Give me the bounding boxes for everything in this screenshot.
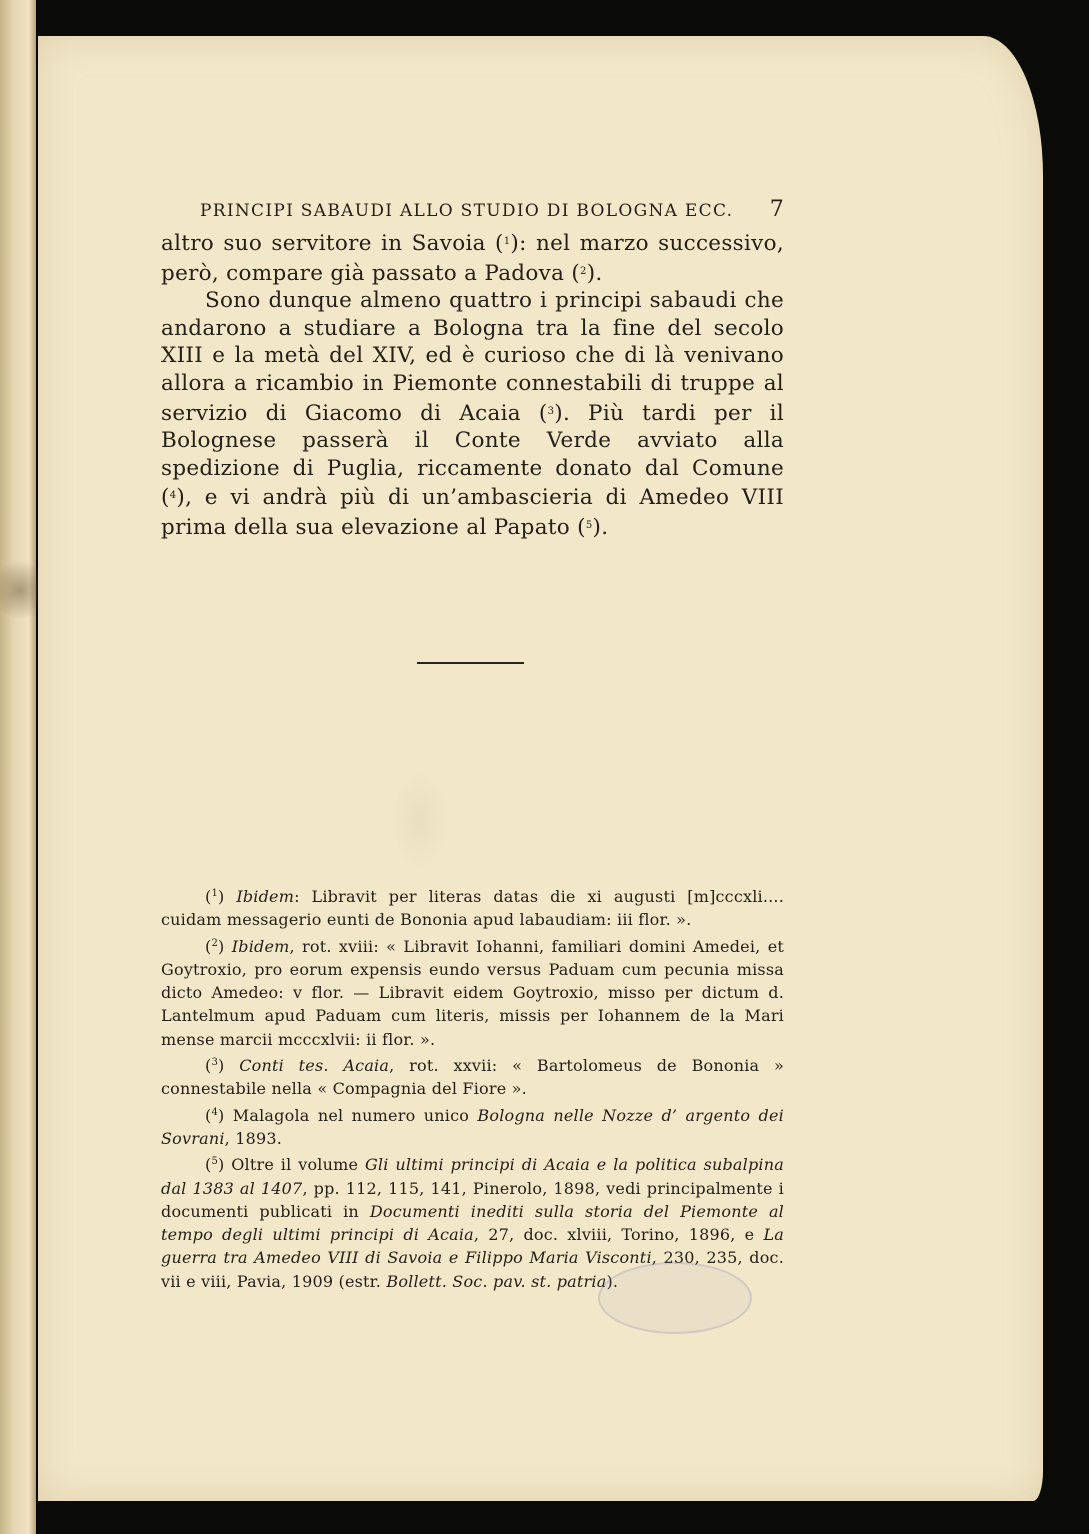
text-run: ) bbox=[218, 936, 232, 956]
text-run: , 230, 235, doc. vii e viii, Pavia, 1909 (estr. bbox=[161, 1248, 785, 1291]
italic-text: La guerra tra Amedeo VIII di Savoia e Filippo Maria Visconti bbox=[161, 1225, 785, 1268]
footnote-ref: 3 bbox=[547, 405, 555, 417]
text-run: ) Malagola nel numero unico bbox=[218, 1105, 478, 1125]
text-run: Sono dunque almeno quattro i principi sabaudi che andarono a studiare a Bologna tra la fine del secolo XIII e la metà del XIV, ed è curioso che di là venivano allora a ricambio in Piemonte connestabili di truppe al servizio di Giacomo di Acaia ( bbox=[161, 288, 784, 426]
running-header bbox=[200, 197, 785, 227]
footnote bbox=[161, 932, 784, 1051]
paragraph bbox=[161, 228, 784, 287]
paragraph bbox=[161, 287, 784, 541]
footnote-ref: 2 bbox=[211, 937, 219, 949]
text-run: ) Oltre il volume bbox=[218, 1155, 365, 1175]
italic-text: Documenti inediti sulla storia del Piemonte al tempo degli ultimi principi di Acaia bbox=[161, 1201, 784, 1245]
text-run: , rot. xviii: « Libravit Iohanni, familiari domini Amedei, et Goytroxio, pro eorum expensis eundo versus Paduam cum pecunia missa dicto Amedeo: v flor. — Libravit eidem Goytroxio, misso per dictum d. Lantelmum apud Paduam cum literis, missis per Iohannem de la Mari mense marcii mcccxlvii: ii flor. ». bbox=[161, 936, 785, 1049]
footnotes bbox=[161, 882, 784, 1293]
library-stamp bbox=[598, 1262, 752, 1334]
italic-text: Bologna nelle Nozze d’ argento dei Sovrani bbox=[161, 1105, 784, 1148]
text-run: : Libravit per literas datas die xi augusti [m]cccxli.... cuidam messagerio eunti de Bononia apud labaudiam: iii flor. ». bbox=[161, 887, 784, 930]
footnote-ref: 1 bbox=[211, 888, 219, 899]
footnote-ref: 4 bbox=[211, 1106, 219, 1118]
footnote-separator bbox=[417, 662, 524, 664]
text-run: ). Più tardi per il Bolognese passerà il Conte Verde avviato alla spedizione di Puglia, riccamente donato dal Comune ( bbox=[161, 400, 784, 511]
text-run: ( bbox=[205, 936, 212, 956]
footnote bbox=[161, 1101, 784, 1151]
text-run: , pp. 112, 115, 141, Pinerolo, 1898, vedi principalmente i documenti publicati in bbox=[161, 1178, 784, 1221]
italic-text: Conti tes. Acaia bbox=[239, 1056, 390, 1076]
italic-text: Bollett. Soc. pav. st. patria bbox=[386, 1271, 607, 1291]
footnote bbox=[161, 882, 784, 932]
footnote-ref: 1 bbox=[503, 236, 511, 247]
page-number: 7 bbox=[769, 197, 785, 222]
text-run: altro suo servitore in Savoia ( bbox=[161, 231, 504, 256]
text-run: , rot. xxvii: « Bartolomeus de Bononia » connestabile nella « Compagnia del Fiore ». bbox=[161, 1056, 784, 1099]
main-text bbox=[161, 228, 784, 542]
text-run: ( bbox=[205, 1056, 212, 1076]
running-title: PRINCIPI SABAUDI ALLO STUDIO DI BOLOGNA ECC. bbox=[200, 201, 734, 221]
text-run: ). bbox=[606, 1271, 619, 1291]
footnote bbox=[161, 1051, 784, 1101]
italic-text: Gli ultimi principi di Acaia e la politica subalpina dal 1383 al 1407 bbox=[161, 1155, 784, 1198]
text-run: ) bbox=[218, 1056, 240, 1076]
text-run: ). bbox=[586, 260, 603, 286]
text-run: ) bbox=[218, 887, 237, 906]
footnote-ref: 5 bbox=[211, 1156, 219, 1168]
italic-text: Ibidem bbox=[236, 887, 295, 906]
text-run: ( bbox=[205, 1155, 212, 1175]
text-run: ), e vi andrà più di un’ambascieria di Amedeo VIII prima della sua elevazione al Papato ( bbox=[161, 485, 784, 540]
text-run: ): nel marzo successivo, però, compare già passato a Padova ( bbox=[161, 231, 784, 286]
text-run: ( bbox=[205, 887, 212, 906]
italic-text: Ibidem bbox=[231, 936, 290, 956]
footnote-ref: 4 bbox=[169, 490, 177, 502]
show-through-mark bbox=[390, 770, 450, 870]
text-run: , 1893. bbox=[224, 1128, 283, 1148]
footnote-ref: 2 bbox=[580, 265, 587, 277]
footnote-ref: 3 bbox=[211, 1057, 219, 1069]
footnote-ref: 5 bbox=[585, 519, 593, 531]
text-run: ( bbox=[205, 1105, 212, 1125]
binding-edge bbox=[0, 0, 36, 1534]
text-run: ). bbox=[592, 514, 609, 540]
text-run: , 27, doc. xlviii, Torino, 1896, e bbox=[473, 1225, 764, 1245]
